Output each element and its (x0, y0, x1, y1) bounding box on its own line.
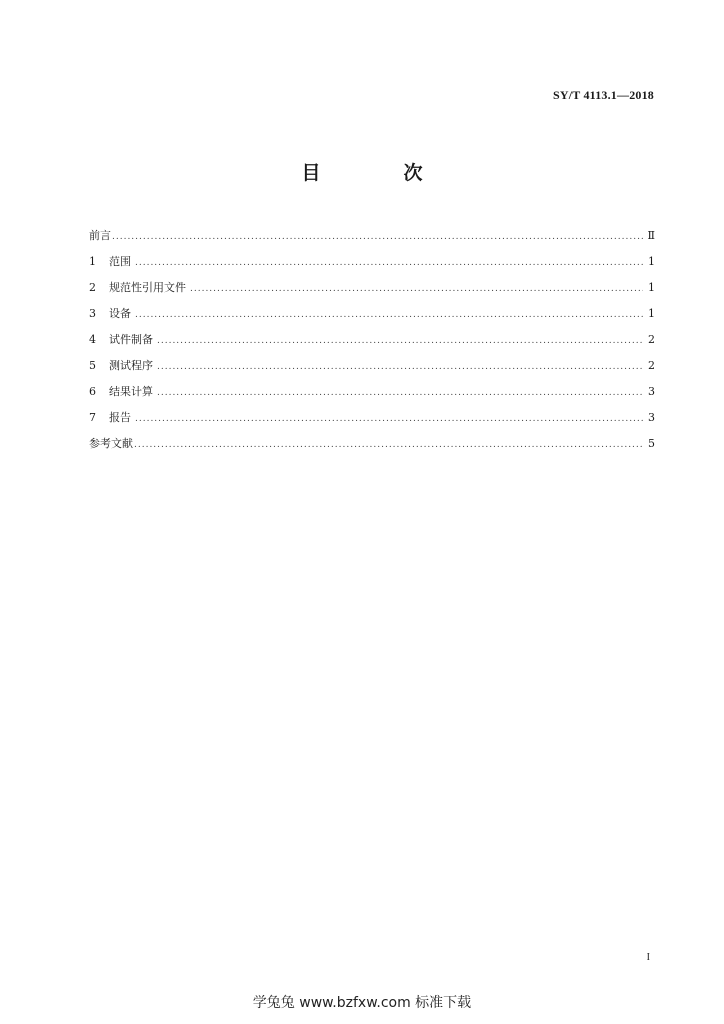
toc-label: 结果计算 (109, 385, 153, 398)
toc-page: 3 (648, 385, 655, 398)
toc-label: 试件制备 (109, 333, 153, 346)
toc-entry-references[interactable] (89, 436, 655, 462)
toc-label: 规范性引用文件 (109, 281, 186, 294)
toc-page: 1 (648, 281, 655, 294)
toc-page: 1 (648, 255, 655, 268)
toc-label: 报告 (109, 411, 131, 424)
toc-number: 6 (89, 385, 96, 398)
toc-entry-5[interactable] (89, 358, 655, 384)
toc-entry-foreword[interactable] (89, 228, 655, 254)
toc-leader (190, 281, 643, 297)
toc-page: 3 (648, 411, 655, 424)
toc-number: 2 (89, 281, 96, 294)
toc-entry-4[interactable] (89, 332, 655, 358)
standard-code: SY/T 4113.1—2018 (553, 88, 654, 102)
watermark-footer: 学兔兔 www.bzfxw.com 标准下载 (252, 995, 472, 1011)
toc-leader (157, 333, 643, 349)
page-number: I (646, 952, 650, 963)
toc-label: 设备 (109, 307, 131, 320)
toc-entry-3[interactable] (89, 306, 655, 332)
toc-number: 5 (89, 359, 96, 372)
toc-leader (112, 229, 643, 245)
toc-label: 参考文献 (89, 437, 133, 450)
toc-leader (135, 411, 643, 427)
toc-label: 测试程序 (109, 359, 153, 372)
toc-number: 4 (89, 333, 96, 346)
toc-page: Ⅱ (647, 229, 655, 242)
page-title: 目 次 (301, 162, 455, 184)
table-of-contents (89, 228, 655, 462)
toc-page: 2 (648, 333, 655, 346)
toc-leader (157, 385, 643, 401)
toc-page: 2 (648, 359, 655, 372)
toc-leader (135, 307, 643, 323)
toc-entry-1[interactable] (89, 254, 655, 280)
toc-label: 范围 (109, 255, 131, 268)
toc-number: 3 (89, 307, 96, 320)
toc-leader (135, 255, 643, 271)
toc-number: 1 (89, 255, 96, 268)
toc-page: 1 (648, 307, 655, 320)
toc-page: 5 (648, 437, 655, 450)
toc-label: 前言 (89, 229, 111, 242)
toc-leader (134, 437, 643, 453)
toc-entry-7[interactable] (89, 410, 655, 436)
toc-number: 7 (89, 411, 96, 424)
toc-leader (157, 359, 643, 375)
toc-entry-2[interactable] (89, 280, 655, 306)
toc-entry-6[interactable] (89, 384, 655, 410)
